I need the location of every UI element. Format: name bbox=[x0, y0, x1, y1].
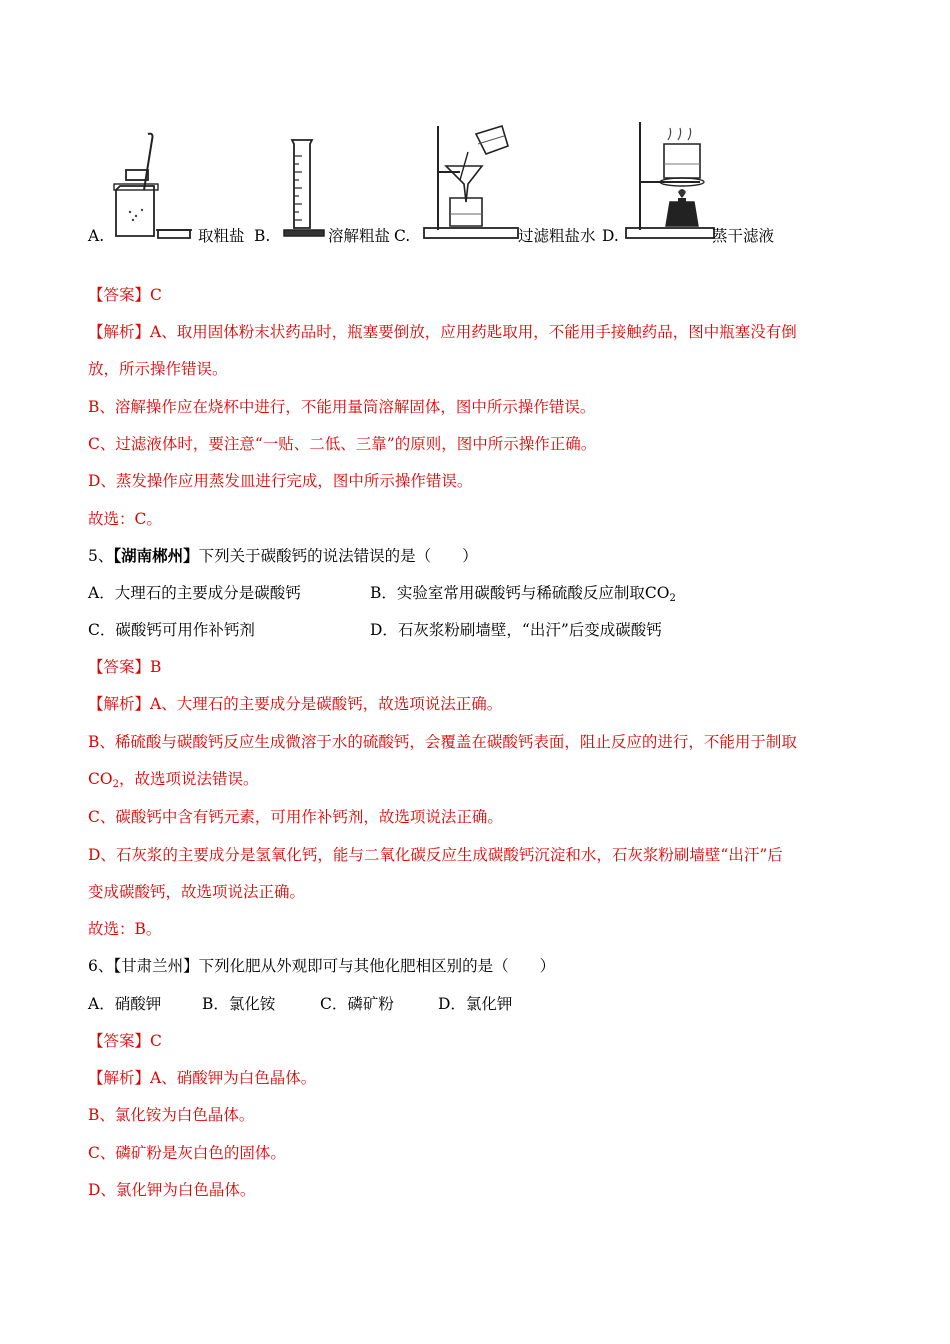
q6-analysis-b: B、氯化铵为白色晶体。 bbox=[88, 1106, 255, 1124]
q4-analysis-line4: C、过滤液体时，要注意“一贴、二低、三靠”的原则，图中所示操作正确。 bbox=[88, 435, 597, 453]
graduated-cylinder-figure bbox=[282, 136, 326, 240]
answer-tag: 【答案】 bbox=[88, 1032, 151, 1050]
q5-analysis-d1: D、石灰浆的主要成分是氢氧化钙，能与二氧化碳反应生成碳酸钙沉淀和水，石灰浆粉刷墙壁“出汗”后 bbox=[88, 846, 783, 864]
q5-analysis-b2: $CO_2$，故选项说法错误。 bbox=[88, 770, 259, 790]
q4-answer-line bbox=[88, 285, 162, 305]
q5-source: 【湖南郴州】 bbox=[113, 546, 199, 565]
analysis-tag: 【解析】 bbox=[88, 323, 151, 341]
q5-analysis-a: 【解析】A、大理石的主要成分是碳酸钙，故选项说法正确。 bbox=[88, 695, 503, 713]
q4-option-a-letter: A. bbox=[88, 227, 105, 245]
q4-option-b-label: 溶解粗盐 bbox=[328, 227, 391, 245]
q6-analysis-c: C、磷矿粉是灰白色的固体。 bbox=[88, 1144, 286, 1162]
q5-answer-line bbox=[88, 657, 161, 677]
q5-analysis-b1: B、稀硫酸与碳酸钙反应生成微溶于水的硫酸钙，会覆盖在碳酸钙表面，阻止反应的进行，不能用于制取 bbox=[88, 733, 797, 751]
q4-option-a-label: 取粗盐 bbox=[198, 227, 245, 245]
q6-stem: 6、【甘肃兰州】下列化肥从外观即可与其他化肥相区别的是（ ） bbox=[88, 957, 556, 975]
q6-source: 【甘肃兰州】 bbox=[113, 957, 199, 975]
q5-option-c: C．碳酸钙可用作补钙剂 bbox=[88, 621, 255, 639]
analysis-tag: 【解析】 bbox=[88, 695, 151, 713]
evaporation-apparatus-figure bbox=[620, 120, 716, 240]
q4-option-c-label: 过滤粗盐水 bbox=[518, 227, 596, 245]
answer-value: C bbox=[150, 286, 162, 304]
q5-analysis-c: C、碳酸钙中含有钙元素，可用作补钙剂，故选项说法正确。 bbox=[88, 808, 503, 826]
answer-value: B bbox=[150, 658, 162, 676]
q6-option-a: A．硝酸钾 bbox=[88, 995, 162, 1013]
q6-option-b: B．氯化铵 bbox=[202, 995, 276, 1013]
q5-option-b: B．实验室常用碳酸钙与稀硫酸反应制取$CO_2$ bbox=[370, 584, 676, 604]
q4-option-d-label: 蒸干滤液 bbox=[712, 227, 775, 245]
q4-conclusion: 故选：C。 bbox=[88, 510, 162, 528]
reagent-bottle-figure bbox=[108, 130, 198, 240]
q4-option-d-letter: D. bbox=[602, 227, 619, 245]
q4-analysis-line5: D、蒸发操作应用蒸发皿进行完成，图中所示操作错误。 bbox=[88, 472, 473, 490]
q6-option-d: D．氯化钾 bbox=[438, 995, 513, 1013]
q4-analysis-line2: 放，所示操作错误。 bbox=[88, 360, 228, 378]
filtration-apparatus-figure bbox=[420, 122, 520, 240]
q4-option-c-letter: C. bbox=[394, 227, 411, 245]
q5-analysis-d2: 变成碳酸钙，故选项说法正确。 bbox=[88, 883, 306, 901]
q5-option-a: A．大理石的主要成分是碳酸钙 bbox=[88, 584, 301, 602]
answer-tag: 【答案】 bbox=[88, 658, 151, 676]
q5-option-d: D．石灰浆粉刷墙壁，“出汗”后变成碳酸钙 bbox=[370, 621, 662, 639]
q4-option-b-letter: B. bbox=[254, 227, 271, 245]
q6-analysis-a: 【解析】A、硝酸钾为白色晶体。 bbox=[88, 1069, 317, 1087]
q6-option-c: C．磷矿粉 bbox=[320, 995, 394, 1013]
q4-figure-options bbox=[0, 120, 950, 250]
answer-tag: 【答案】 bbox=[88, 286, 151, 304]
q4-analysis-line1: 【解析】A、取用固体粉末状药品时，瓶塞要倒放，应用药匙取用，不能用手接触药品，图中瓶塞没有倒 bbox=[88, 323, 797, 341]
q5-stem: 5、【湖南郴州】下列关于碳酸钙的说法错误的是（ ） bbox=[88, 546, 478, 565]
q5-conclusion: 故选：B。 bbox=[88, 920, 162, 938]
q6-analysis-d: D、氯化钾为白色晶体。 bbox=[88, 1181, 256, 1199]
q4-analysis-line3: B、溶解操作应在烧杯中进行，不能用量筒溶解固体，图中所示操作错误。 bbox=[88, 398, 596, 416]
answer-value: C bbox=[150, 1032, 162, 1050]
q6-answer-line bbox=[88, 1031, 162, 1051]
analysis-tag: 【解析】 bbox=[88, 1069, 151, 1087]
